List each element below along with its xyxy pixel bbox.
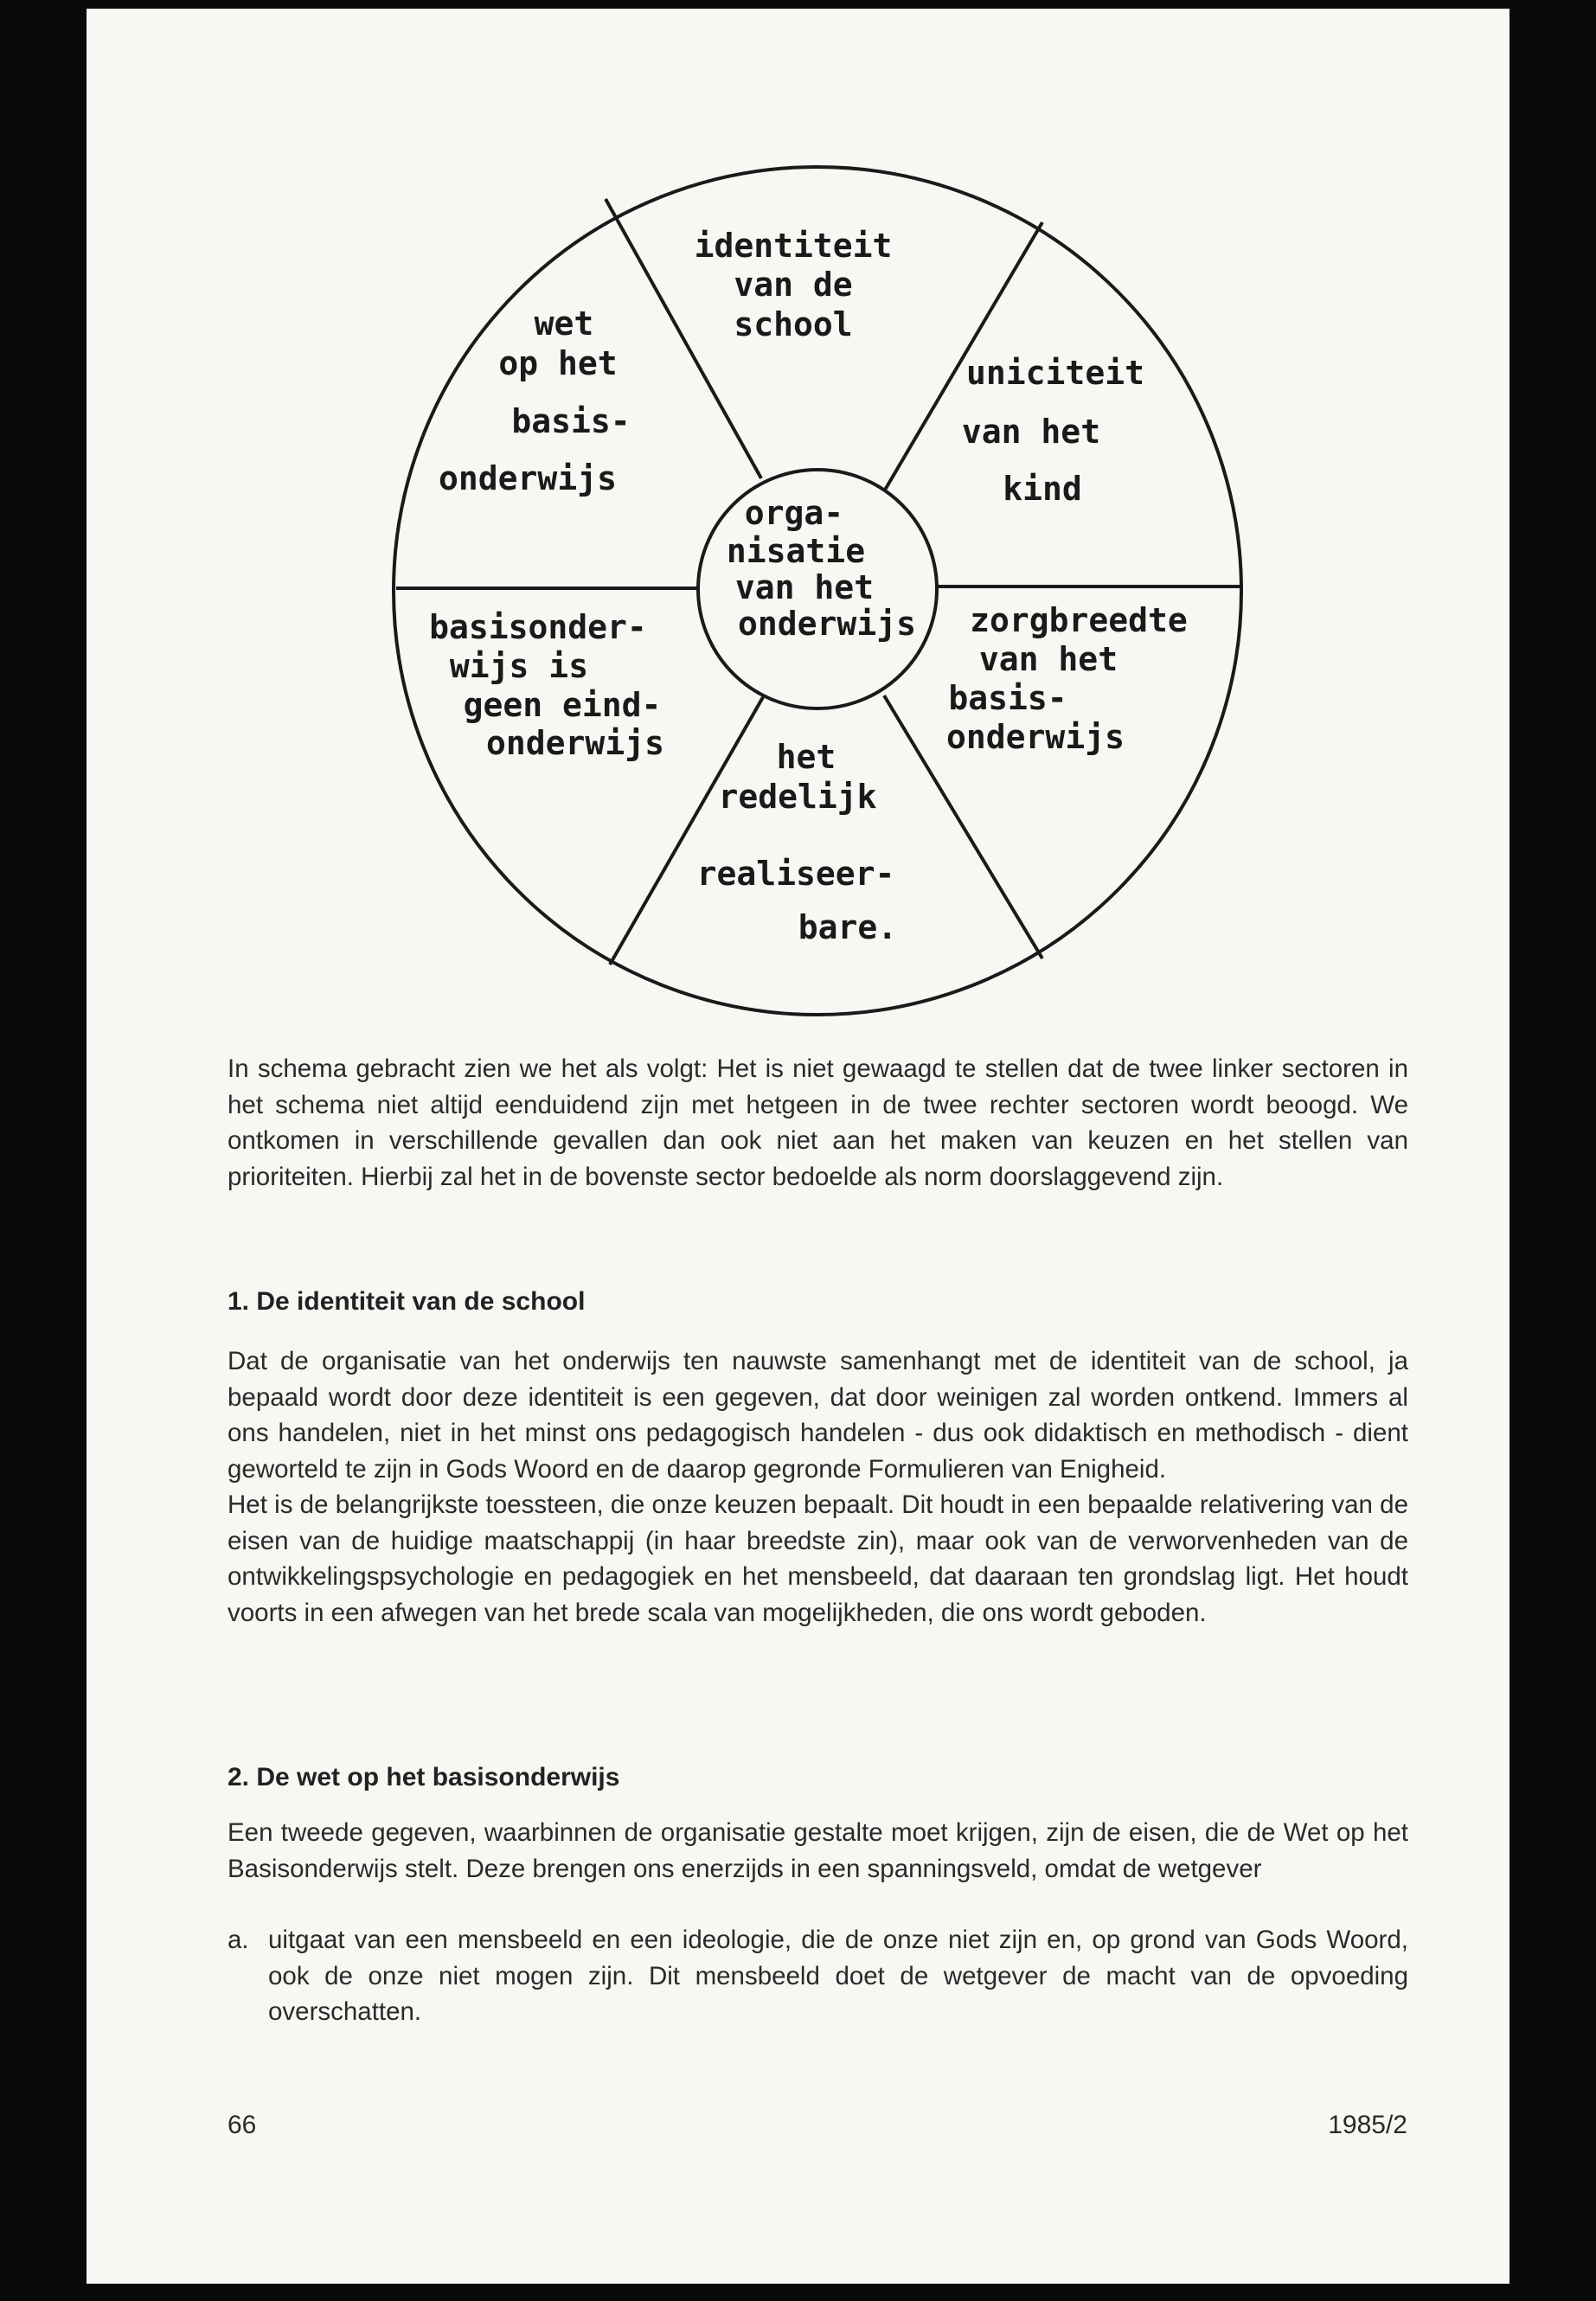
intro-text: In schema gebracht zien we het als volgt: Het is niet gewaagd te stellen dat de twee linker sectoren in het schema niet altijd eenduidend zijn met hetgeen in de twee rechter sectoren wordt beoogd. We ontkomen in verschillende gevallen dan ook niet aan het maken van keuzen en het stellen van prioriteiten. Hierbij zal het in de bovenste sector bedoelde als norm doorslaggevend zijn. [228,1054,1408,1191]
sector-top-line-3: school [734,305,853,343]
sector-top-left-line-4: onderwijs [439,459,617,497]
sector-top-line-1: identiteit [694,227,893,265]
sector-bottom-left-line-2: wijs is [449,647,589,685]
sector-top-line-2: van de [734,266,853,304]
center-label-line-1: orga- [744,494,844,532]
page-number: 66 [228,2111,257,2139]
list-item-a [228,1922,1408,2030]
intro-paragraph [228,1051,1408,1195]
sector-bottom-line-2: redelijk [718,778,877,816]
sector-bottom-right-line-1: zorgbreedte [970,601,1188,639]
sector-bottom-left-line-3: geen eind- [463,686,662,724]
scan-border-bottom [0,2284,1596,2301]
sector-top-right-line-3: kind [1003,470,1082,508]
section-1-paragraph-1: Dat de organisatie van het onderwijs ten nauwste samenhangt met de identiteit van de school, ja bepaald wordt door deze identiteit is een gegeven, dat door weinigen zal worden ontkend. Immers al ons handelen, niet in het minst ons pedagogisch handelen - dus ook didaktisch en methodisch - dient geworteld te zijn in Gods Woord en de daarop gegronde Formulieren van Enigheid. [228,1347,1408,1484]
sector-wheel-diagram [0,0,1596,1038]
sector-top-left-line-1: wet [534,304,594,343]
section-2-heading: 2. De wet op het basisonderwijs [228,1763,620,1791]
list-item-a-text: uitgaat van een mensbeeld en een ideologie, die de onze niet zijn en, op grond van Gods Woord, ook de onze niet mogen zijn. Dit mensbeeld doet de wetgever de macht van de opvoeding overschatten. [268,1926,1408,2026]
issue-number: 1985/2 [1328,2111,1407,2139]
center-label-line-3: van het [734,568,875,606]
sector-bottom-line-3: realiseer- [696,855,895,893]
sector-bottom-left-line-4: onderwijs [486,724,664,762]
list-item-a-marker: a. [228,1926,249,1954]
center-label-line-2: nisatie [726,532,866,570]
sector-top-right-line-2: van het [961,413,1101,451]
sector-bottom-line-4: bare. [798,908,898,946]
section-1-heading: 1. De identiteit van de school [228,1287,586,1316]
section-1-paragraph-2: Het is de belangrijkste toessteen, die onze keuzen bepaalt. Dit houdt in een bepaalde relativering van de eisen van de huidige maatschappij (in haar breedste zin), maar ook van de verworvenheden van de ontwikkelingspsychologie en pedagogiek en het mensbeeld, dat daaraan ten grondslag ligt. Het houdt voorts in een afwegen van het brede scala van mogelijkheden, die ons wordt geboden. [228,1490,1408,1627]
section-2-body [228,1815,1408,1887]
sector-bottom-line-1: het [776,738,836,776]
sector-top-right-line-1: uniciteit [966,354,1144,392]
section-1-body [228,1343,1408,1631]
sector-top-left-line-3: basis- [511,402,631,440]
section-2-paragraph-1: Een tweede gegeven, waarbinnen de organisatie gestalte moet krijgen, zijn de eisen, die de Wet op het Basisonderwijs stelt. Deze brengen ons enerzijds in een spanningsveld, omdat de wetgever [228,1818,1408,1883]
sector-bottom-left-line-1: basisonder- [429,608,647,646]
sector-bottom-right-line-2: van het [978,640,1118,678]
sector-top-left-line-2: op het [498,344,618,382]
sector-bottom-right-line-3: basis- [948,679,1067,717]
center-label-line-4: onderwijs [738,605,916,643]
sector-bottom-right-line-4: onderwijs [946,718,1125,756]
